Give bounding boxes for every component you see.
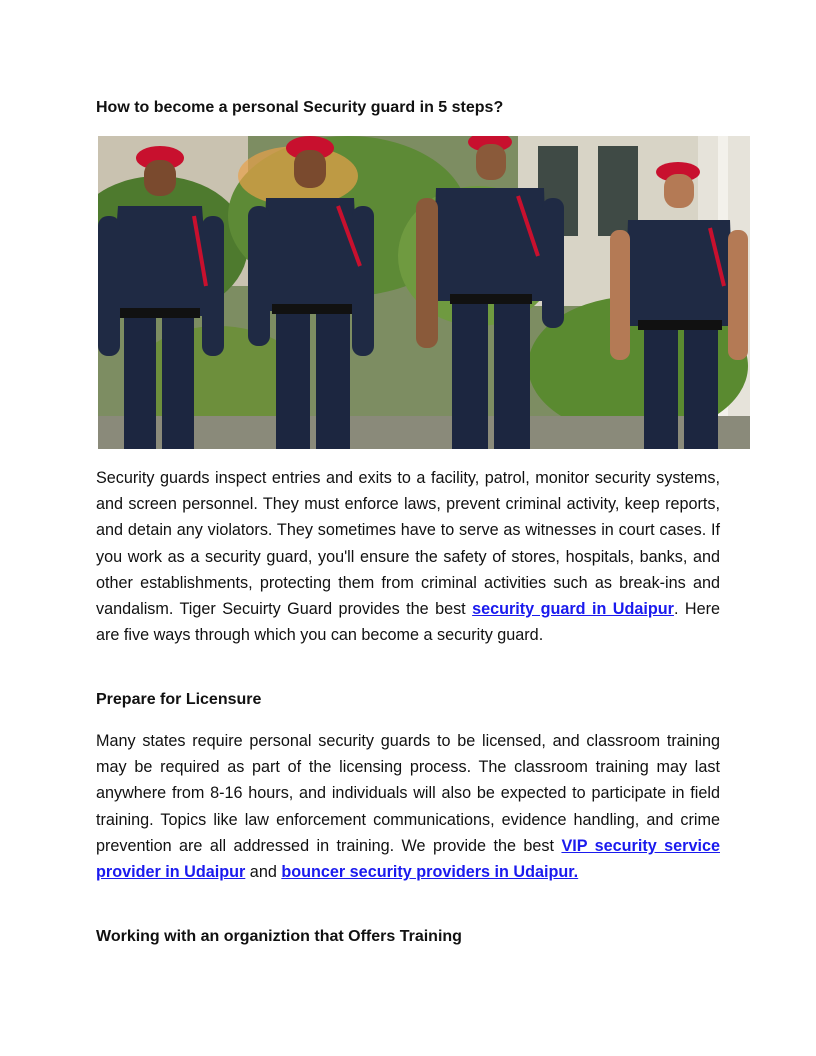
intro-text-b: . Here are five ways through which you can become a security guard.	[96, 600, 720, 645]
section-heading-training: Working with an organiztion that Offers Training	[96, 928, 462, 945]
licensure-text-a: Many states require personal security guards to be licensed, and classroom training may be required as part of the licensing process. The classroom training may last anywhere from 8-16 hours, and individuals will also be expected to participate in field training. Topics like law enforcement communications, evidence handling, and crime prevention are all addressed in training. We provide the best	[96, 732, 720, 855]
vip-security-link[interactable]: VIP security service provider in Udaipur	[96, 836, 720, 882]
intro-paragraph	[96, 465, 720, 648]
licensure-text-and: and	[245, 863, 282, 882]
bouncer-security-link[interactable]: bouncer security providers in Udaipur.	[281, 863, 579, 882]
guards-illustration	[98, 136, 750, 449]
licensure-paragraph	[96, 728, 720, 885]
section-heading-prepare: Prepare for Licensure	[96, 691, 262, 708]
intro-text-a: Security guards inspect entries and exits to a facility, patrol, monitor security systems, and screen personnel. They must enforce laws, prevent criminal activity, keep reports, and detain any violators. They sometimes have to serve as witnesses in court cases. If you work as a security guard, you'll ensure the safety of stores, hospitals, banks, and other establishments, protecting them from criminal activities such as break-ins and vandalism. Tiger Secuirty Guard provides the best	[96, 469, 720, 619]
page-title: How to become a personal Security guard in 5 steps?	[96, 99, 504, 116]
security-guards-photo	[98, 136, 750, 449]
security-guard-udaipur-link[interactable]: security guard in Udaipur	[472, 600, 674, 619]
